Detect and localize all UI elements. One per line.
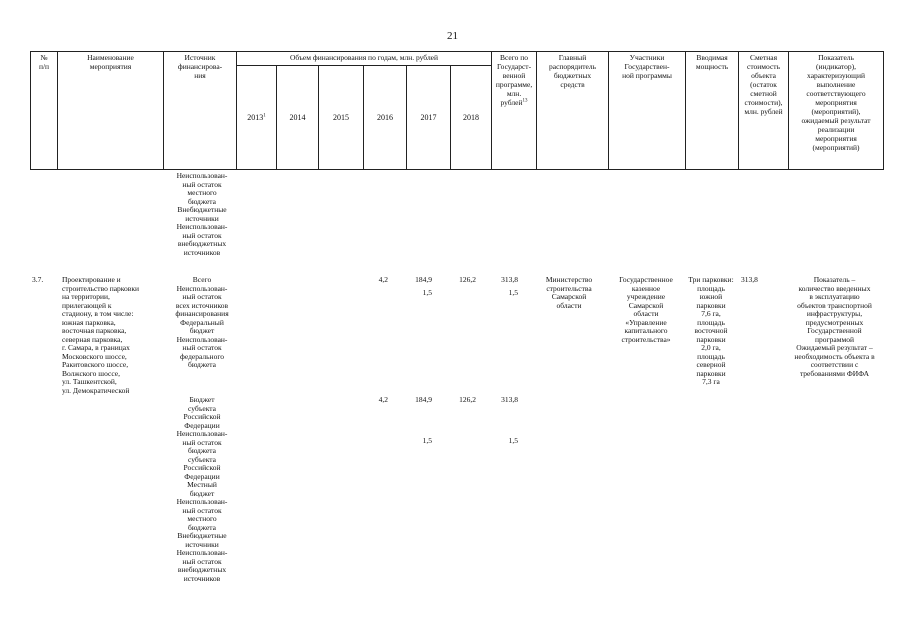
year-2015: 2015 bbox=[319, 66, 364, 170]
year-2014: 2014 bbox=[277, 66, 319, 170]
header-num: № п/п bbox=[31, 52, 58, 170]
row-capacity: Три парковки: площадь южной парковки 7,6 га, площадь восточной парковки 2,0 га, площадь северной парковки 7,3 га bbox=[688, 275, 734, 386]
row-number: 3.7. bbox=[32, 275, 44, 284]
row-cost: 313,8 bbox=[741, 275, 758, 284]
header-name: Наименование мероприятия bbox=[58, 52, 164, 170]
header-financing: Объем финансирования по годам, млн. рублей bbox=[237, 52, 492, 66]
row-name: Проектирование и строительство парковки на территории, прилегающей к стадиону, в том числе: южная парковка, восточная парковка, северная парковка, г. Самара, в границах Московского шоссе, Ракитовского шоссе, Волжского шоссе, ул. Ташкентской, ул. Демократической bbox=[62, 275, 140, 395]
total-2017: 184,9 bbox=[415, 275, 432, 284]
header-capacity: Вводимая мощность bbox=[686, 52, 739, 170]
header-table bbox=[30, 51, 884, 170]
subject-2017: 184,9 bbox=[415, 395, 432, 404]
subject-unused-2017: 1,5 bbox=[422, 436, 432, 445]
subject-unused-total: 1,5 bbox=[508, 436, 518, 445]
header-source: Источник финансирова- ния bbox=[164, 52, 237, 170]
row-sources-a: Всего Неиспользован- ный остаток всех источников финансирования Федеральный бюджет Неиспользован- ный остаток федерального бюджета bbox=[175, 275, 229, 369]
subject-total: 313,8 bbox=[501, 395, 518, 404]
total-all: 313,8 bbox=[501, 275, 518, 284]
year-2013: 2013$^1$ bbox=[237, 66, 277, 170]
unused-2017: 1,5 bbox=[422, 288, 432, 297]
row-sources-b: Бюджет субъекта Российской Федерации Неиспользован- ный остаток бюджета субъекта Российской Федерации Местный бюджет Неиспользован- ный остаток местного бюджета Внебюджетные источники Неиспользован- ный остаток внебюджетных источников bbox=[176, 395, 228, 583]
header-participants: Участники Государствен- ной программы bbox=[609, 52, 686, 170]
year-2018: 2018 bbox=[451, 66, 492, 170]
total-2018: 126,2 bbox=[459, 275, 476, 284]
year-2017: 2017 bbox=[407, 66, 451, 170]
page-number: 21 bbox=[447, 30, 458, 42]
total-2016: 4,2 bbox=[378, 275, 388, 284]
header-cost: Сметная стоимость объекта (остаток сметной стоимости), млн. рублей bbox=[739, 52, 789, 170]
header-manager: Главный распорядитель бюджетных средств bbox=[537, 52, 609, 170]
header-indicator: Показатель (индикатор), характеризующий выполнение соответствующего мероприятия (мероприятий), ожидаемый результат реализации мероприятия (мероприятий) bbox=[789, 52, 884, 170]
row-indicator: Показатель – количество введенных в эксплуатацию объектов транспортной инфраструктуры, предусмотренных Государственной программой Ожидаемый результат – необходимость объекта в соответствии с требованиями ФИФА bbox=[794, 275, 875, 378]
subject-2018: 126,2 bbox=[459, 395, 476, 404]
unused-total: 1,5 bbox=[508, 288, 518, 297]
carry-over-sources: Неиспользован- ный остаток местного бюджета Внебюджетные источники Неиспользован- ный остаток внебюджетных источников bbox=[176, 171, 228, 257]
row-manager: Министерство строительства Самарской области bbox=[545, 275, 593, 310]
row-participants: Государственное казенное учреждение Самарской области «Управление капитального строительства» bbox=[619, 275, 673, 344]
header-total: Всего по Государст- венной программе, млн. рублей$^{13}$ bbox=[492, 52, 537, 170]
subject-2016: 4,2 bbox=[378, 395, 388, 404]
year-2016: 2016 bbox=[364, 66, 407, 170]
